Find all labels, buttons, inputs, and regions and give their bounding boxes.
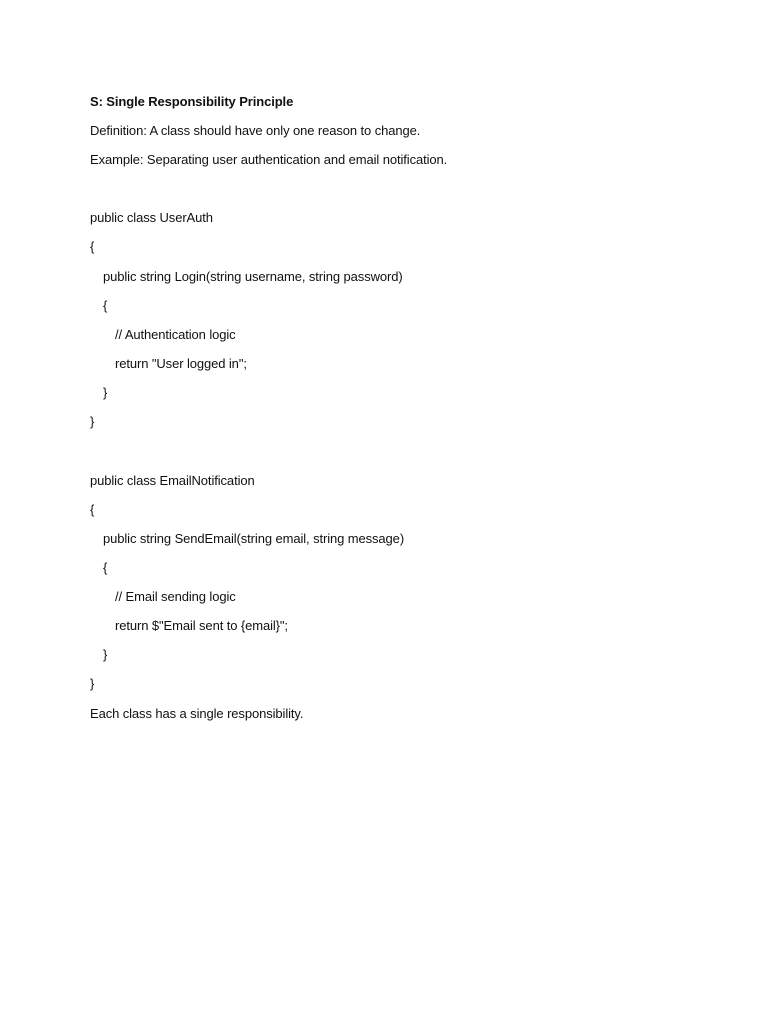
example-text: Example: Separating user authentication and email notification.: [90, 152, 448, 167]
code-line: // Authentication logic: [115, 327, 236, 342]
code-line: {: [90, 239, 95, 254]
code-line: }: [103, 385, 108, 400]
conclusion-text: Each class has a single responsibility.: [90, 706, 304, 721]
code-line: return "User logged in";: [115, 356, 247, 371]
code-line: public string SendEmail(string email, string message): [103, 531, 405, 546]
code-line: }: [90, 414, 95, 429]
code-line: {: [90, 502, 95, 517]
code-line: // Email sending logic: [115, 589, 236, 604]
definition-text: Definition: A class should have only one reason to change.: [90, 123, 421, 138]
code-line: }: [103, 647, 108, 662]
code-line: public class EmailNotification: [90, 473, 255, 488]
code-line: return $"Email sent to {email}";: [115, 618, 288, 633]
section-heading: S: Single Responsibility Principle: [90, 94, 294, 109]
code-line: public class UserAuth: [90, 210, 213, 225]
code-line: {: [103, 298, 108, 313]
code-line: }: [90, 676, 95, 691]
code-line: {: [103, 560, 108, 575]
code-line: public string Login(string username, string password): [103, 269, 403, 284]
